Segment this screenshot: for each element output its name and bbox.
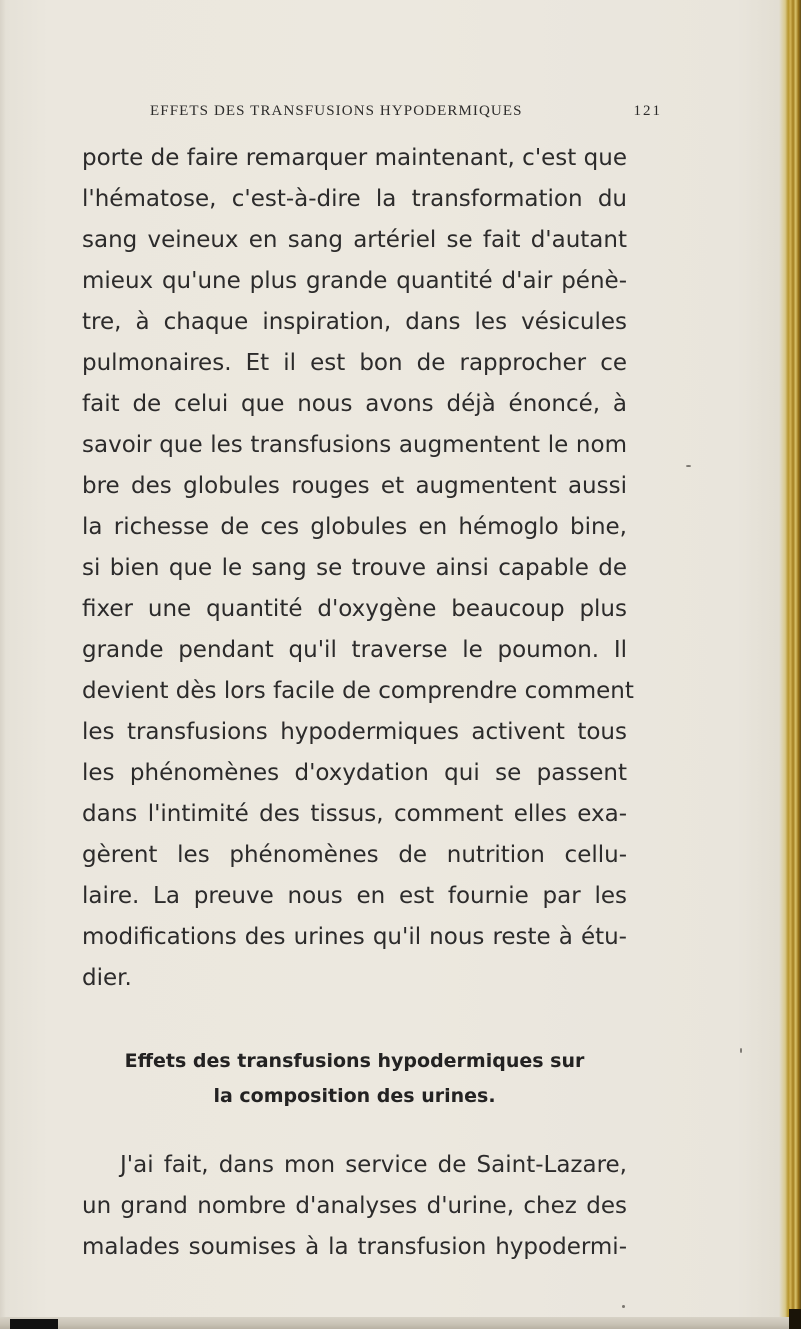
body-text-line: devient dès lors facile de comprendre comment	[82, 678, 634, 704]
body-text-line: pulmonaires. Et il est bon de rapprocher ce	[82, 350, 627, 376]
body-text-line: modifications des urines qu'il nous reste à étu-	[82, 924, 627, 950]
section-heading-line-1: Effets des transfusions hypodermiques sur	[124, 1050, 585, 1072]
paragraph-line: un grand nombre d'analyses d'urine, chez des	[82, 1193, 627, 1219]
body-text-line: fixer une quantité d'oxygène beaucoup plus	[82, 596, 627, 622]
body-text-line: gèrent les phénomènes de nutrition cellu-	[82, 842, 627, 868]
running-header	[150, 103, 662, 127]
bottom-right-dark-mark	[789, 1309, 801, 1329]
body-text-line: mieux qu'une plus grande quantité d'air pénè-	[82, 268, 627, 294]
page-speck	[740, 1048, 742, 1053]
body-text-line: la richesse de ces globules en hémoglo bine,	[82, 514, 627, 540]
body-text-line: les transfusions hypodermiques activent tous	[82, 719, 627, 745]
body-text-line: laire. La preuve nous en est fournie par les	[82, 883, 627, 909]
body-text-line-last: dier.	[82, 965, 132, 991]
page-number: 121	[633, 103, 662, 119]
page-speck	[686, 465, 691, 467]
body-text-line: grande pendant qu'il traverse le poumon. Il	[82, 637, 627, 663]
body-text-line: si bien que le sang se trouve ainsi capable de	[82, 555, 627, 581]
running-header-title: EFFETS DES TRANSFUSIONS HYPODERMIQUES	[150, 103, 523, 119]
paragraph-line: J'ai fait, dans mon service de Saint-Lazare,	[120, 1152, 627, 1178]
page-bottom-edge	[0, 1317, 801, 1329]
page-speck	[622, 1305, 625, 1308]
bottom-dark-mark	[10, 1319, 58, 1329]
body-text-line: bre des globules rouges et augmentent aussi	[82, 473, 627, 499]
body-text-line: l'hématose, c'est-à-dire la transformation du	[82, 186, 627, 212]
body-text-line: porte de faire remarquer maintenant, c'est que	[82, 145, 627, 171]
body-text-line: fait de celui que nous avons déjà énoncé, à	[82, 391, 627, 417]
body-text-line: dans l'intimité des tissus, comment elles exa-	[82, 801, 627, 827]
body-text-line: savoir que les transfusions augmentent le nom	[82, 432, 627, 458]
body-text-line: tre, à chaque inspiration, dans les vésicules	[82, 309, 627, 335]
book-spine-edge	[779, 0, 801, 1329]
body-text-line: sang veineux en sang artériel se fait d'autant	[82, 227, 627, 253]
paragraph-line: malades soumises à la transfusion hypodermi-	[82, 1234, 627, 1260]
page-left-edge	[0, 0, 6, 1329]
body-text-line: les phénomènes d'oxydation qui se passent	[82, 760, 627, 786]
section-heading-line-2: la composition des urines.	[213, 1085, 496, 1107]
